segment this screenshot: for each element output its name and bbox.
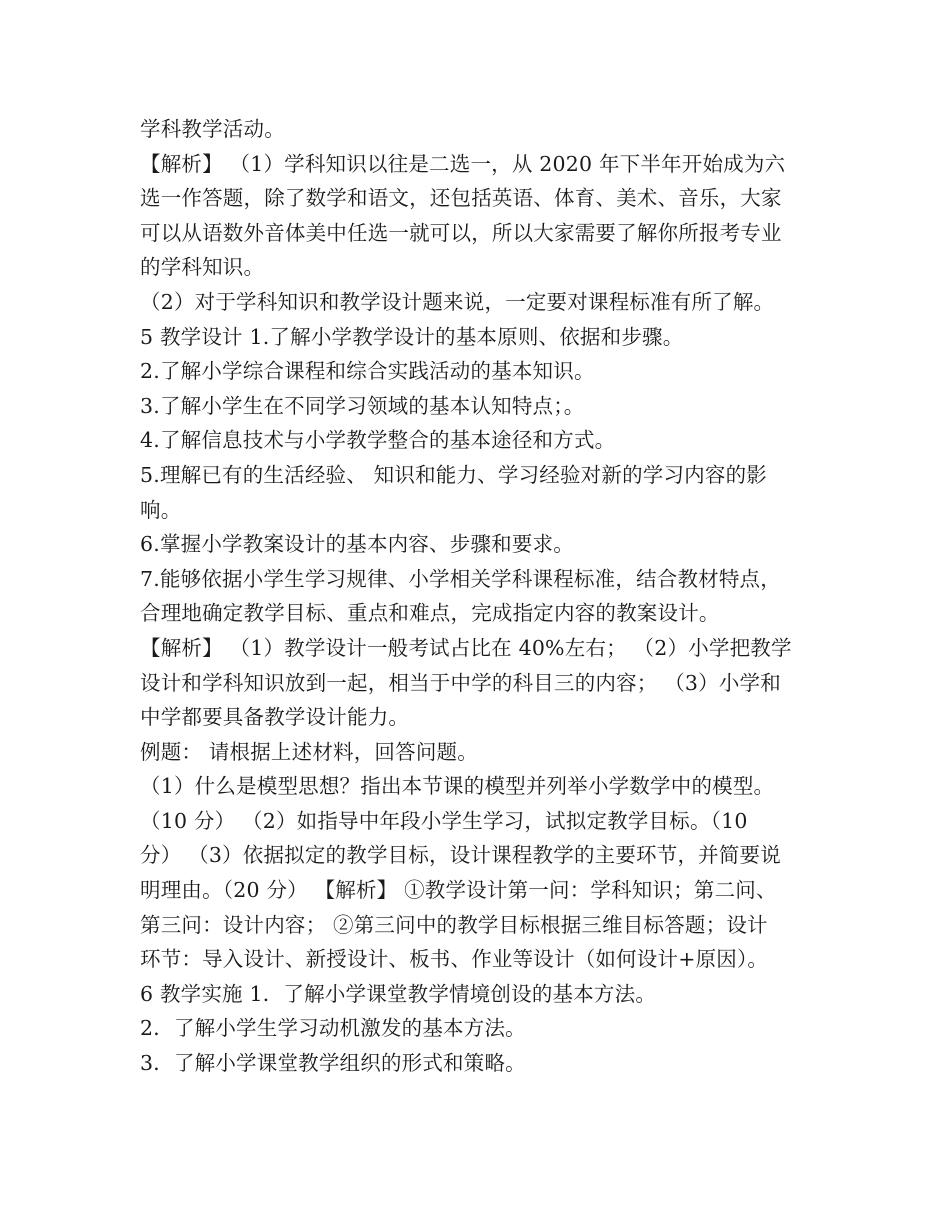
text-line: 学科教学活动。 <box>140 117 285 141</box>
section-heading-line: 5 教学设计 1.了解小学教学设计的基本原则、依据和步骤。 <box>140 324 684 349</box>
text-line: 【解析】 （1）教学设计一般考试占比在 40%左右； （2）小学把教学 <box>140 635 792 660</box>
text-line: 6.掌握小学教案设计的基本内容、步骤和要求。 <box>140 532 574 557</box>
text-line: 响。 <box>140 497 182 522</box>
text-line: （1）什么是模型思想？指出本节课的模型并列举小学数学中的模型。 <box>140 774 775 799</box>
text-line: 分） （3）依据拟定的教学目标，设计课程教学的主要环节，并简要说 <box>140 843 781 868</box>
text-line: （2）对于学科知识和教学设计题来说，一定要对课程标准有所了解。 <box>140 289 775 314</box>
section-heading-line: 6 教学实施 1．了解小学课堂教学情境创设的基本方法。 <box>140 981 657 1006</box>
text-line: 5.理解已有的生活经验、 知识和能力、学习经验对新的学习内容的影 <box>140 462 767 487</box>
text-line: 3．了解小学课堂教学组织的形式和策略。 <box>140 1051 526 1076</box>
text-line: 选一作答题，除了数学和语文，还包括英语、体育、美术、音乐，大家 <box>140 186 782 211</box>
text-line: 设计和学科知识放到一起，相当于中学的科目三的内容； （3）小学和 <box>140 670 781 695</box>
text-line: 例题： 请根据上述材料，回答问题。 <box>140 739 478 764</box>
text-line: 【解析】 （1）学科知识以往是二选一，从 2020 年下半年开始成为六 <box>140 151 786 176</box>
text-line: 环节：导入设计、新授设计、板书、作业等设计（如何设计+原因）。 <box>140 947 769 972</box>
text-line: 4.了解信息技术与小学教学整合的基本途径和方式。 <box>140 428 616 453</box>
document-body <box>140 112 820 1081</box>
text-line: 明理由。（20 分） 【解析】 ①教学设计第一问：学科知识；第二问、 <box>140 878 777 903</box>
text-line: 合理地确定教学目标、重点和难点，完成指定内容的教案设计。 <box>140 601 720 626</box>
text-line: 3.了解小学生在不同学习领域的基本认知特点；。 <box>140 393 585 418</box>
text-line: （10 分） （2）如指导中年段小学生学习，试拟定教学目标。（10 <box>140 808 748 833</box>
text-line: 第三问：设计内容； ②第三问中的教学目标根据三维目标答题；设计 <box>140 912 768 937</box>
text-line: 2.了解小学综合课程和综合实践活动的基本知识。 <box>140 359 595 384</box>
text-line: 7.能够依据小学生学习规律、小学相关学科课程标准，结合教材特点， <box>140 566 781 591</box>
text-line: 的学科知识。 <box>140 255 265 280</box>
text-line: 中学都要具备教学设计能力。 <box>140 705 410 730</box>
text-line: 2．了解小学生学习动机激发的基本方法。 <box>140 1016 526 1041</box>
text-line: 可以从语数外音体美中任选一就可以，所以大家需要了解你所报考专业 <box>140 220 782 245</box>
